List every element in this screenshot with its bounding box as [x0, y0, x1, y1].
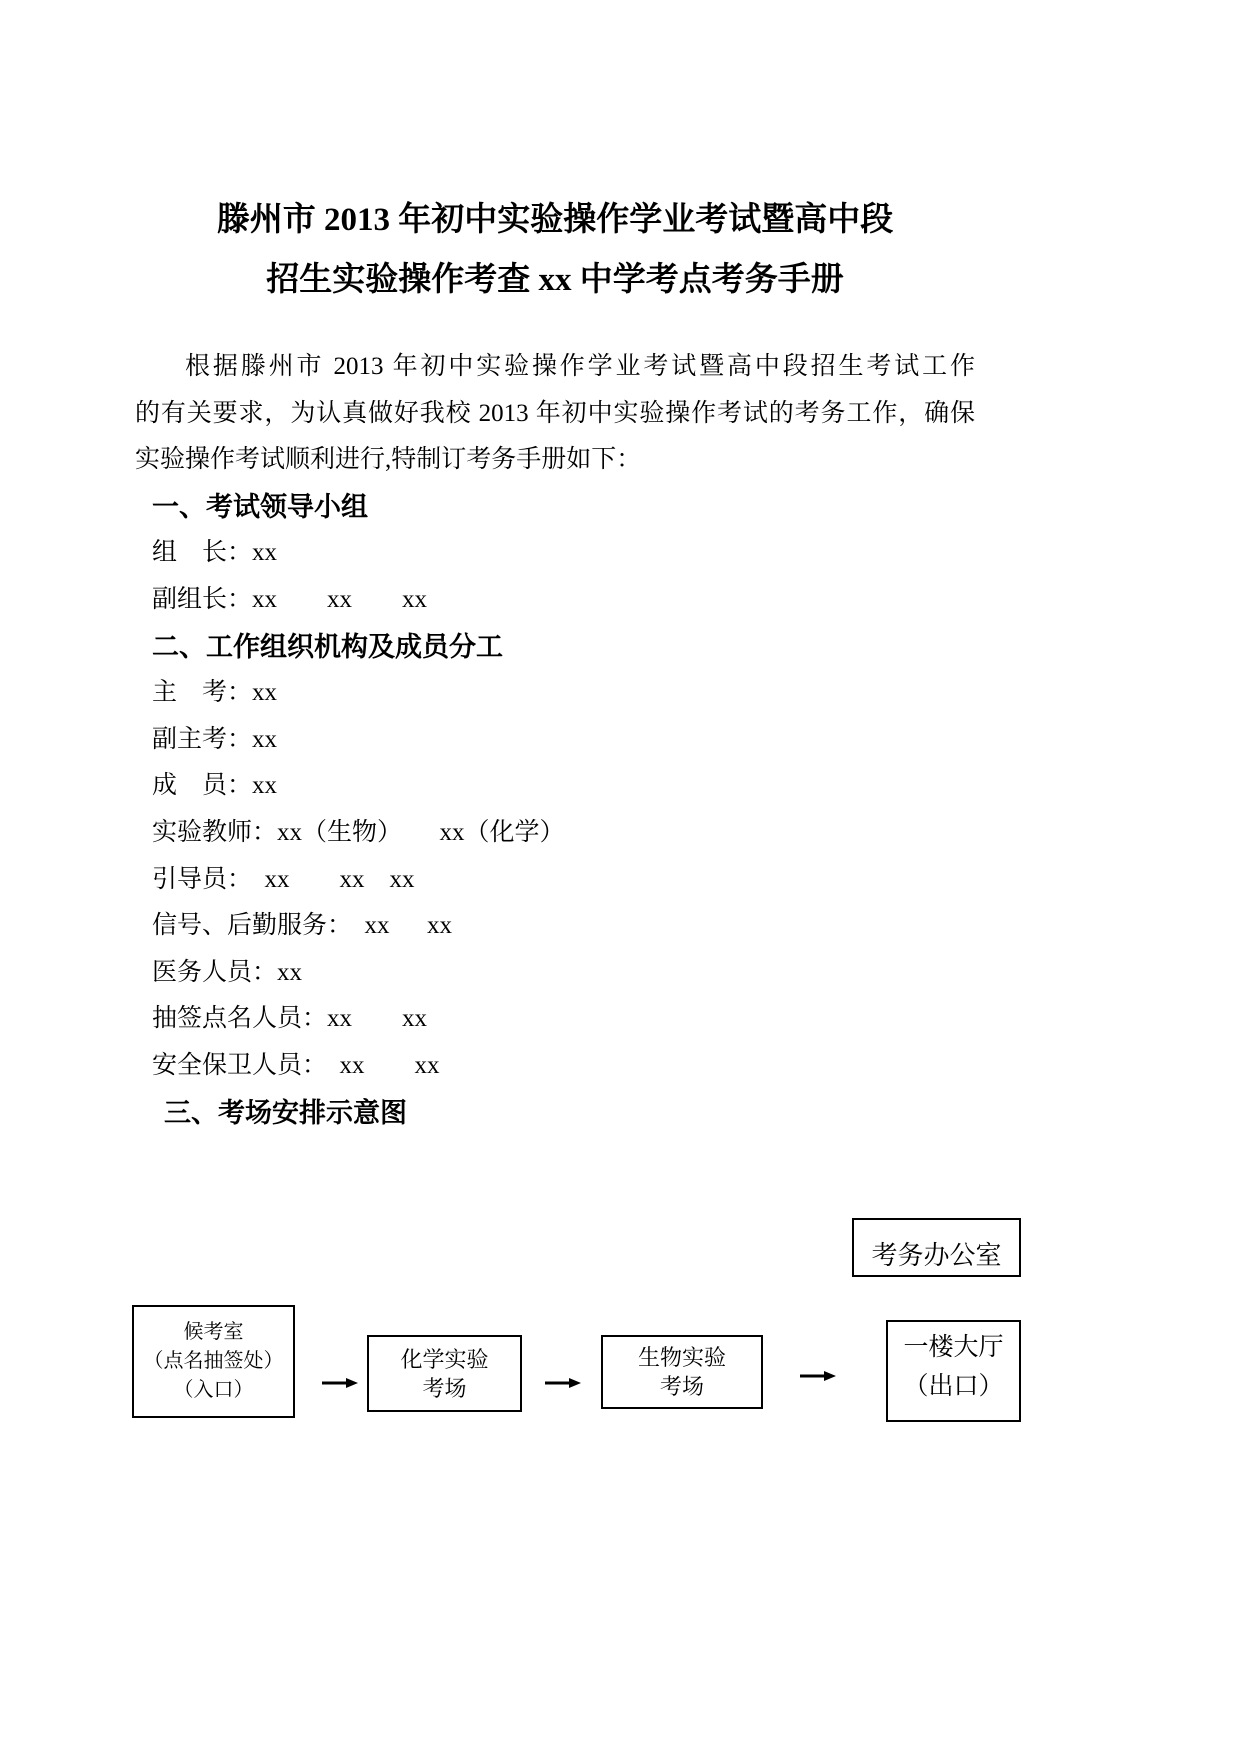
- lab-teachers-line: 实验教师：xx（生物） xx（化学）: [152, 818, 565, 846]
- box-label-line: 考场: [422, 1375, 467, 1401]
- intro-line: 的有关要求，为认真做好我校 2013 年初中实验操作考试的考务工作，确保: [135, 399, 975, 427]
- exam-office-box: [852, 1218, 1021, 1277]
- right-arrow-icon: [798, 1368, 838, 1384]
- waiting-room-box: [132, 1305, 295, 1418]
- right-arrow-icon: [320, 1375, 360, 1391]
- guides-line: 引导员： xx xx xx: [152, 865, 415, 893]
- lottery-rollcall-line: 抽签点名人员：xx xx: [152, 1005, 428, 1033]
- box-label-line: 生物实验: [637, 1345, 726, 1370]
- title-line-2: 招生实验操作考查 xx 中学考点考务手册: [266, 262, 844, 298]
- box-label-line: 一楼大厅: [903, 1334, 1004, 1361]
- box-label-line: （出口）: [903, 1373, 1004, 1400]
- deputy-leader-line: 副组长：xx xx xx: [152, 585, 428, 613]
- section-heading-layout: 三、考场安排示意图: [164, 1097, 407, 1128]
- security-staff-line: 安全保卫人员： xx xx: [152, 1051, 440, 1079]
- box-label-line: 考场: [659, 1374, 704, 1399]
- medical-staff-line: 医务人员：xx: [152, 958, 303, 986]
- document-title: [135, 190, 975, 310]
- biology-exam-room-box: [601, 1335, 763, 1409]
- intro-line: 根据滕州市 2013 年初中实验操作学业考试暨高中段招生考试工作: [185, 353, 975, 380]
- deputy-examiner-line: 副主考：xx: [152, 725, 278, 753]
- members-line: 成 员：xx: [152, 772, 278, 800]
- box-label-line: 候考室: [183, 1321, 244, 1343]
- box-label-line: 化学实验: [400, 1346, 489, 1372]
- intro-line: 实验操作考试顺利进行,特制订考务手册如下：: [135, 446, 642, 474]
- exit-hall-box: [886, 1320, 1021, 1422]
- right-arrow-icon: [543, 1375, 583, 1391]
- box-label-line: （入口）: [173, 1379, 254, 1401]
- chief-examiner-line: 主 考：xx: [152, 679, 278, 707]
- team-leader-line: 组 长：xx: [152, 539, 278, 567]
- document-body: [135, 344, 975, 1136]
- section-heading-leadership: 一、考试领导小组: [152, 491, 368, 522]
- chemistry-exam-room-box: [367, 1335, 522, 1412]
- box-label-line: （点名抽签处）: [143, 1350, 284, 1372]
- box-label-line: 考务办公室: [871, 1241, 1002, 1270]
- section-heading-organization: 二、工作组织机构及成员分工: [152, 631, 503, 662]
- intro-paragraph: [135, 344, 975, 484]
- signal-logistics-line: 信号、后勤服务： xx xx: [152, 912, 453, 940]
- title-line-1: 滕州市 2013 年初中实验操作学业考试暨高中段: [216, 202, 894, 238]
